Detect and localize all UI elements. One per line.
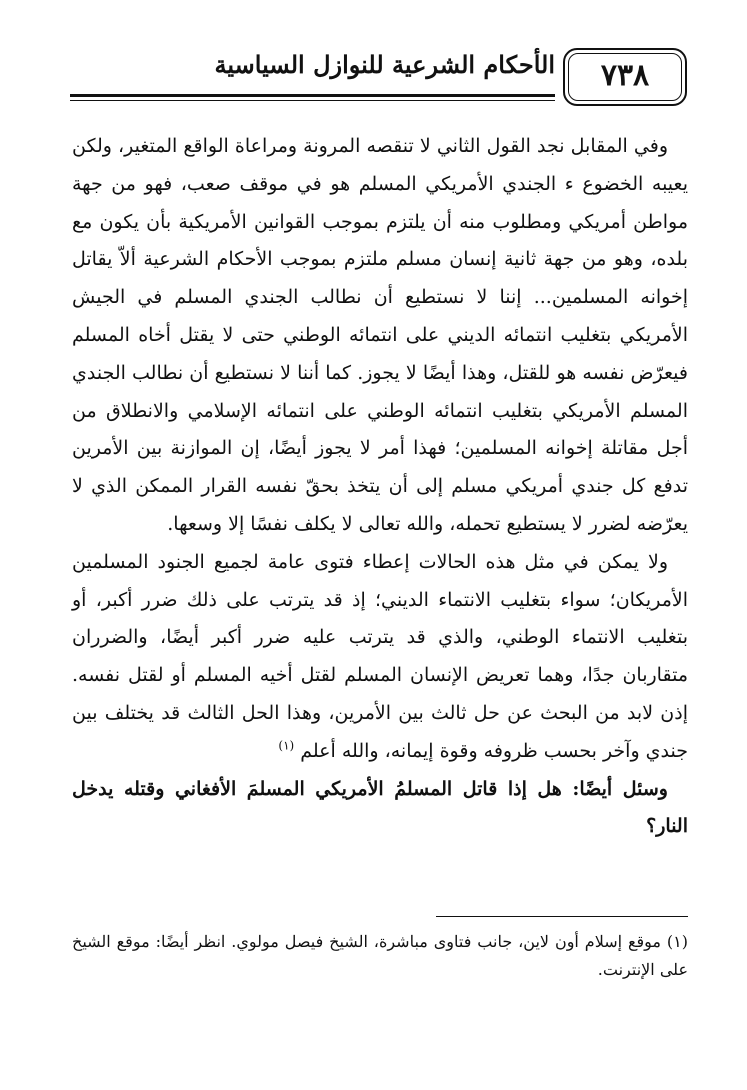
header-rule-thin xyxy=(70,100,555,101)
paragraph-2 xyxy=(72,544,688,771)
footnote: (١) موقع إسلام أون لاين، جانب فتاوى مباشرة، الشيخ فيصل مولوي. انظر أيضًا: موقع الشيخ على الإنترنت. xyxy=(72,932,689,979)
body-text xyxy=(72,128,688,846)
running-title: الأحكام الشرعية للنوازل السياسية xyxy=(214,50,555,79)
paragraph-3-question: وسئل أيضًا: هل إذا قاتل المسلمُ الأمريكي المسلمَ الأفغاني وقتله يدخل النار؟ xyxy=(72,777,688,838)
page-number: ٧٣٨ xyxy=(600,58,650,93)
header-rule xyxy=(70,94,555,97)
footnote-separator xyxy=(436,916,688,917)
footnote-reference[interactable]: (١) xyxy=(278,738,295,753)
paragraph-1: وفي المقابل نجد القول الثاني لا تنقصه المرونة ومراعاة الواقع المتغير، ولكن يعيبه الخضوع ء الجندي الأمريكي المسلم هو في موقف صعب، فهو من جهة مواطن أمريكي ومطلوب منه أن يلتزم بموجب القوانين الأمريكية بأن يكون مع بلده، وهو من جهة ثانية إنسان مسلم ملتزم بموجب الأحكام الشرعية ألاّ يقاتل إخوانه المسلمين... إننا لا نستطيع أن نطالب الجندي المسلم في الجيش الأمريكي بتغليب انتمائه الديني على انتمائه الوطني حتى لا يقتل أخاه المسلم فيعرّض نفسه هو للقتل، وهذا أيضًا لا يجوز. كما أننا لا نستطيع أن نطالب الجندي المسلم الأمريكي بتغليب انتمائه الوطني على انتمائه الإسلامي والانطلاق من أجل مقاتلة إخوانه المسلمين؛ فهذا أمر لا يجوز أيضًا، إن الموازنة بين الأمرين تدفع كل جندي أمريكي مسلم إلى أن يتخذ بحقّ نفسه القرار الممكن الذي لا يعرّضه لضرر لا يستطيع تحمله، والله تعالى لا يكلف نفسًا إلا وسعها. xyxy=(72,135,688,535)
paragraph-2-text: ولا يمكن في مثل هذه الحالات إعطاء فتوى عامة لجميع الجنود المسلمين الأمريكان؛ سواء بتغليب الانتماء الديني؛ إذ قد يترتب على ذلك ضرر أكبر، أو بتغليب الانتماء الوطني، والذي قد يترتب عليه ضرر أكبر أيضًا، والضرران متقاربان جدًا، وهما تعريض الإنسان المسلم لقتل أخيه المسلم أو لقتل نفسه. إذن لابد من البحث عن حل ثالث بين الأمرين، وهذا الحل الثالث قد يختلف بين جندي وآخر بحسب ظروفه وقوة إيمانه، والله أعلم xyxy=(72,550,688,762)
page-number-frame xyxy=(563,48,687,106)
page-header xyxy=(70,48,687,110)
